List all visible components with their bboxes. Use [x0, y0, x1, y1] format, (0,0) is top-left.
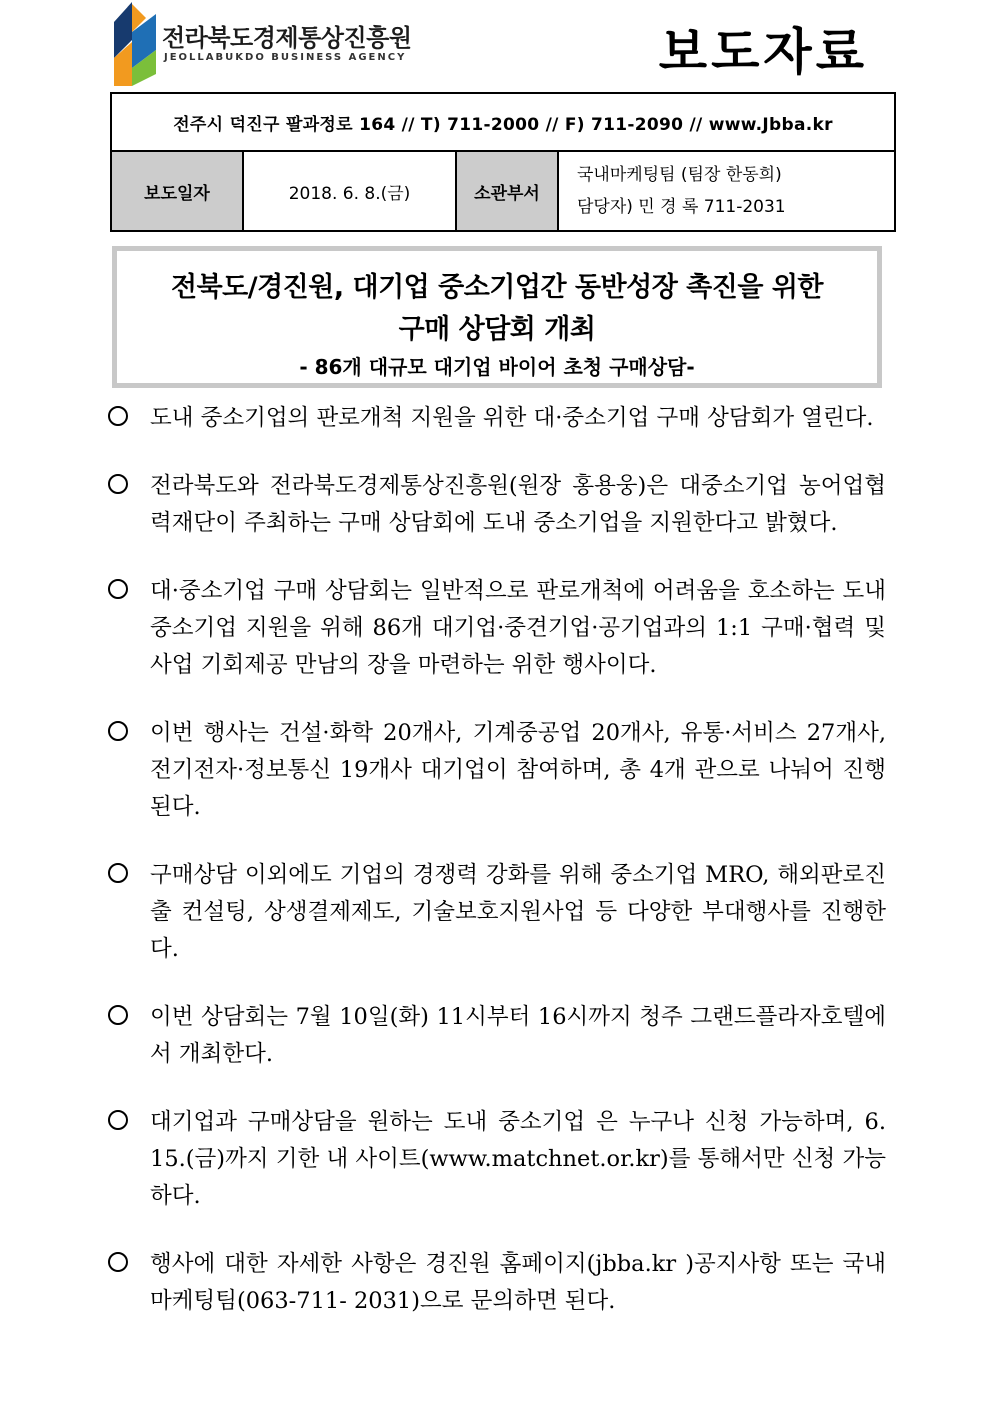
headline-subtitle: - 86개 대규모 대기업 바이어 초청 구매상담-	[299, 355, 695, 379]
paragraph-text: 행사에 대한 자세한 사항은 경진원 홈페이지(jbba.kr )공지사항 또는 국내마케팅팀(063-711- 2031)으로 문의하면 된다.	[150, 1251, 886, 1314]
paragraph-text: 대·중소기업 구매 상담회는 일반적으로 판로개척에 어려움을 호소하는 도내 중소기업 지원을 위해 86개 대기업·중견기업·공기업과의 1:1 구매·협력 및 사업 기회제공 만남의 장을 마련하는 위한 행사이다.	[150, 578, 886, 678]
article-paragraph	[108, 1246, 886, 1320]
document-type-title: 보도자료	[658, 23, 868, 81]
circle-bullet-icon	[108, 406, 128, 426]
headline-line-2: 구매 상담회 개최	[398, 314, 596, 345]
article-paragraph	[108, 999, 886, 1073]
article-paragraph	[108, 857, 886, 968]
circle-bullet-icon	[108, 721, 128, 741]
circle-bullet-icon	[108, 1252, 128, 1272]
org-name-english: JEOLLABUKDO BUSINESS AGENCY	[164, 52, 407, 63]
paragraph-text: 이번 행사는 건설·화학 20개사, 기계중공업 20개사, 유통·서비스 27개사, 전기전자·정보통신 19개사 대기업이 참여하며, 총 4개 관으로 나눠어 진행된다.	[150, 720, 886, 820]
circle-bullet-icon	[108, 1110, 128, 1130]
paragraph-text: 전라북도와 전라북도경제통상진흥원(원장 홍용웅)은 대중소기업 농어업협력재단이 주최하는 구매 상담회에 도내 중소기업을 지원한다고 밝혔다.	[150, 473, 886, 536]
contact-address: 전주시 덕진구 팔과정로 164 // T) 711-2000 // F) 711-2090 // www.Jbba.kr	[111, 93, 895, 151]
article-paragraph	[108, 400, 886, 437]
circle-bullet-icon	[108, 863, 128, 883]
release-date-label: 보도일자	[111, 151, 243, 231]
agency-logo-icon	[110, 2, 158, 86]
release-date-value: 2018. 6. 8.(금)	[243, 151, 456, 231]
paragraph-text: 이번 상담회는 7월 10일(화) 11시부터 16시까지 청주 그랜드플라자호텔에서 개최한다.	[150, 1004, 886, 1067]
paragraph-text: 구매상담 이외에도 기업의 경쟁력 강화를 위해 중소기업 MRO, 해외판로진출 컨설팅, 상생결제제도, 기술보호지원사업 등 다양한 부대행사를 진행한다.	[150, 862, 886, 962]
paragraph-text: 도내 중소기업의 판로개척 지원을 위한 대·중소기업 구매 상담회가 열린다.	[150, 405, 874, 431]
paragraph-text: 대기업과 구매상담을 원하는 도내 중소기업 은 누구나 신청 가능하며, 6. 15.(금)까지 기한 내 사이트(www.matchnet.or.kr)를 통해서만 신청 가능하다.	[150, 1109, 886, 1209]
article-paragraph	[108, 715, 886, 826]
department-label: 소관부서	[456, 151, 558, 231]
circle-bullet-icon	[108, 474, 128, 494]
headline-box	[112, 246, 882, 388]
press-info-table	[110, 92, 896, 232]
headline-line-1: 전북도/경진원, 대기업 중소기업간 동반성장 촉진을 위한	[170, 272, 823, 303]
page-header	[110, 0, 896, 92]
department-team: 국내마케팅팀 (팀장 한동희)	[577, 165, 782, 185]
department-contact: 담당자) 민 경 록 711-2031	[577, 197, 786, 217]
department-value	[558, 151, 895, 231]
article-paragraph	[108, 1104, 886, 1215]
article-body	[108, 400, 886, 1351]
article-paragraph	[108, 573, 886, 684]
org-name-korean: 전라북도경제통상진흥원	[162, 24, 412, 52]
circle-bullet-icon	[108, 1005, 128, 1025]
article-paragraph	[108, 468, 886, 542]
circle-bullet-icon	[108, 579, 128, 599]
